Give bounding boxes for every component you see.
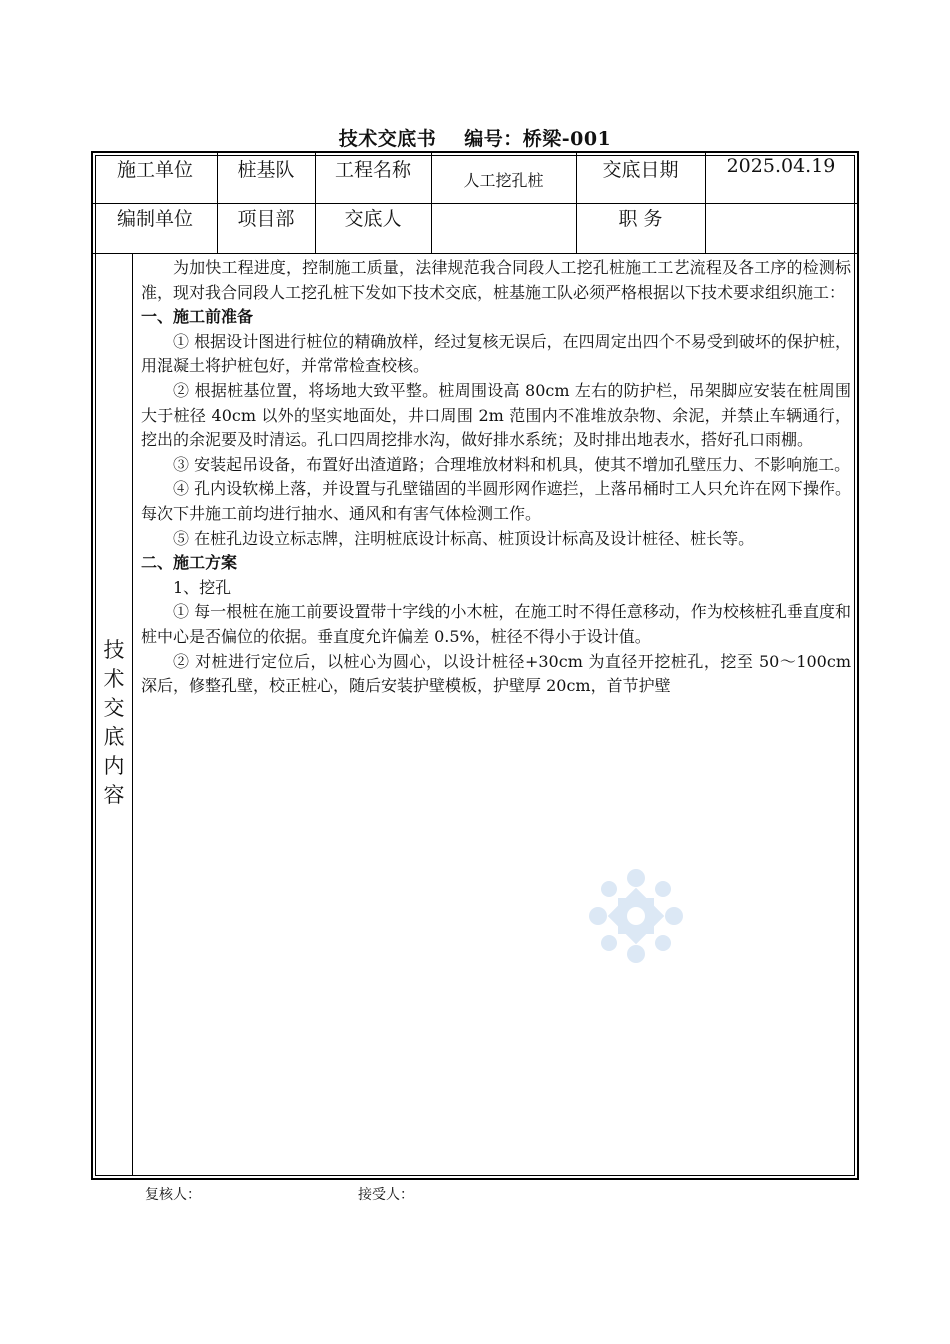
reviewer-label: 复核人： <box>145 1187 201 1203</box>
section1-item: ④ 孔内设软梯上落，并设置与孔壁锚固的半圆形网作遮拦，上落吊桶时工人只允许在网下操作。每次下井施工前均进行抽水、通风和有害气体检测工作。 <box>141 479 851 523</box>
section1-item: ⑤ 在桩孔边设立标志牌，注明桩底设计标高、桩顶设计标高及设计桩径、桩长等。 <box>173 528 755 548</box>
section2-heading: 二、施工方案 <box>141 553 238 573</box>
watermark-emblem-icon <box>586 866 686 966</box>
side-char: 容 <box>103 783 125 807</box>
side-char: 技 <box>103 638 125 662</box>
value-compiling-unit: 项目部 <box>237 208 295 230</box>
document-number: 编号：桥梁-001 <box>464 128 612 150</box>
title-text: 技术交底书 <box>338 128 437 150</box>
label-handover-person: 交底人 <box>344 208 402 230</box>
section1-heading: 一、施工前准备 <box>141 307 254 327</box>
value-handover-date: 2025.04.19 <box>726 155 836 177</box>
document-title <box>0 124 950 151</box>
side-char: 底 <box>103 725 125 749</box>
side-label-content <box>97 636 131 810</box>
side-char: 内 <box>103 754 125 778</box>
label-position: 职 务 <box>618 208 663 230</box>
receiver-label: 接受人： <box>358 1187 414 1203</box>
side-char: 交 <box>103 696 125 720</box>
technical-content <box>141 256 851 699</box>
row-divider-2 <box>93 253 857 254</box>
value-construction-unit: 桩基队 <box>237 159 295 181</box>
label-project-name: 工程名称 <box>334 159 411 181</box>
section2-subheading: 1、挖孔 <box>173 577 232 597</box>
section2-item: ① 每一根桩在施工前要设置带十字线的小木桩，在施工时不得任意移动，作为校核桩孔垂直度和桩中心是否偏位的依据。垂直度允许偏差 0.5%，桩径不得小于设计值。 <box>141 602 851 646</box>
side-column-divider <box>132 253 133 1176</box>
side-char: 术 <box>103 667 125 691</box>
label-construction-unit: 施工单位 <box>116 159 193 181</box>
value-project-name: 人工挖孔桩 <box>463 171 544 190</box>
section1-item: ② 根据桩基位置，将场地大致平整。桩周围设高 80cm 左右的防护栏，吊架脚应安装在桩周围大于桩径 40cm 以外的坚实地面处，井口周围 2m 范围内不准堆放杂物、余泥，并禁止车辆通行，挖出的余泥要及时清运。孔口四周挖排水沟，做好排水系统；及时排出地表水，搭好孔口雨棚。 <box>141 380 851 450</box>
intro-paragraph: 为加快工程进度，控制施工质量，法律规范我合同段人工挖孔桩施工工艺流程及各工序的检测标准，现对我合同段人工挖孔桩下发如下技术交底，桩基施工队必须严格根据以下技术要求组织施工： <box>141 258 851 302</box>
section1-item: ③ 安装起吊设备，布置好出渣道路；合理堆放材料和机具，使其不增加孔壁压力、不影响施工。 <box>173 454 851 474</box>
label-compiling-unit: 编制单位 <box>116 208 193 230</box>
label-handover-date: 交底日期 <box>602 159 679 181</box>
section2-item: ② 对桩进行定位后，以桩心为圆心，以设计桩径+30cm 为直径开挖桩孔，挖至 50～100cm 深后，修整孔壁，校正桩心，随后安装护壁模板，护壁厚 20cm，首节护壁 <box>141 651 851 696</box>
section1-item: ① 根据设计图进行桩位的精确放样，经过复核无误后，在四周定出四个不易受到破坏的保护桩，用混凝土将护桩包好，并常常检查校核。 <box>141 331 851 376</box>
